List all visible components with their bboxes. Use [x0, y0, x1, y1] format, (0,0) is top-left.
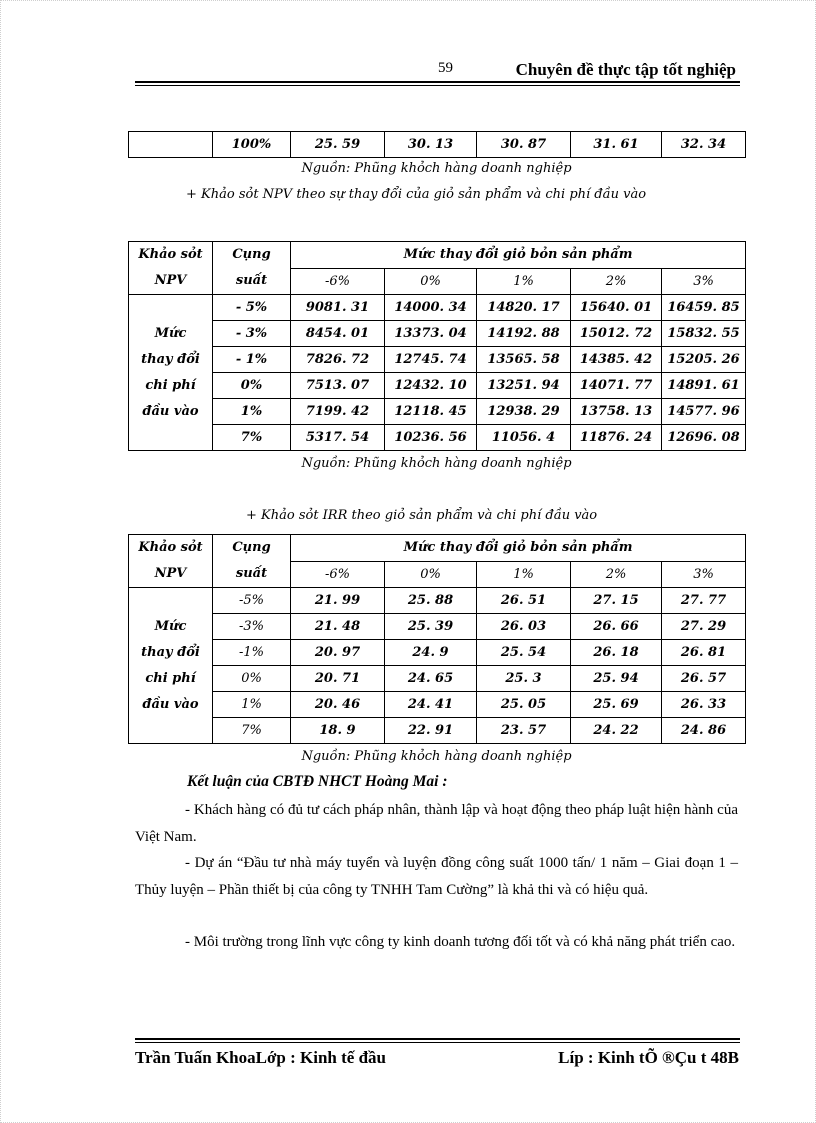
page-header [135, 54, 740, 84]
table-cell: 100% [213, 132, 291, 158]
row-label: -3% [213, 614, 291, 640]
table-cell: 25. 94 [571, 666, 662, 692]
table-cell: 8454. 01 [291, 321, 385, 347]
footer-rule [135, 1038, 740, 1040]
table-cell: 26. 51 [477, 588, 571, 614]
table-cell: 26. 66 [571, 614, 662, 640]
row-label: - 5% [213, 295, 291, 321]
row-group-line: thay đổi [141, 644, 200, 660]
capacity-line: suất [235, 273, 268, 288]
table-cell: 26. 81 [662, 640, 746, 666]
table-row [129, 295, 746, 321]
row-group-line: đầu vào [142, 403, 199, 419]
footer-rule-thin [135, 1042, 740, 1043]
table-cell: 14820. 17 [477, 295, 571, 321]
table-cell: 14071. 77 [571, 373, 662, 399]
row-group-header [129, 588, 213, 744]
column-header: 1% [477, 268, 571, 295]
table-cell: 26. 18 [571, 640, 662, 666]
header-title: Chuyên đề thực tập tốt nghiệp [515, 60, 736, 79]
table-cell: 14000. 34 [385, 295, 477, 321]
row-label: 1% [213, 399, 291, 425]
column-header: -6% [291, 268, 385, 295]
table-cell: 12432. 10 [385, 373, 477, 399]
table-row [129, 321, 746, 347]
table-cell: 25. 54 [477, 640, 571, 666]
table-cell: 24. 22 [571, 718, 662, 744]
table-cell: 9081. 31 [291, 295, 385, 321]
table-row [129, 373, 746, 399]
table-cell: 16459. 85 [662, 295, 746, 321]
conclusion-paragraph: - Khách hàng có đủ tư cách pháp nhân, thành lập và hoạt động theo pháp luật hiện hành của Việt Nam. [135, 802, 738, 845]
table-cell: 14577. 96 [662, 399, 746, 425]
table-source: Nguồn: Phũng khỏch hàng doanh nghiệp [301, 161, 572, 176]
table-cell: 7826. 72 [291, 347, 385, 373]
row-label: 7% [213, 425, 291, 451]
column-header: 0% [385, 268, 477, 295]
table-cell: 25. 39 [385, 614, 477, 640]
row-group-header [129, 295, 213, 451]
table-cell: 32. 34 [662, 132, 746, 158]
table-cell: 14385. 42 [571, 347, 662, 373]
footer-author: Trần Tuấn KhoaLớp : Kinh tế đầu [135, 1048, 386, 1067]
table-cell: 13758. 13 [571, 399, 662, 425]
group-header: Mức thay đổi giỏ bỏn sản phẩm [291, 242, 746, 269]
table-cell: 26. 03 [477, 614, 571, 640]
table-cell: 26. 57 [662, 666, 746, 692]
table-cell: 20. 46 [291, 692, 385, 718]
table-row [129, 692, 746, 718]
row-label: 0% [213, 666, 291, 692]
row-label: -1% [213, 640, 291, 666]
table-cell: 24. 65 [385, 666, 477, 692]
column-header: 3% [662, 268, 746, 295]
npv-caption: + Khảo sỏt NPV theo sự thay đổi của giỏ sản phẩm và chi phí đầu vào [186, 187, 647, 202]
table-cell: 24. 41 [385, 692, 477, 718]
corner-line: Khảo sỏt [138, 540, 203, 555]
capacity-line: Cụng [232, 247, 271, 262]
table-source: Nguồn: Phũng khỏch hàng doanh nghiệp [301, 456, 572, 471]
header-rule [135, 81, 740, 83]
table-row [129, 399, 746, 425]
row-group-line: Mức [154, 618, 187, 634]
column-header: 0% [385, 561, 477, 588]
corner-line: NPV [154, 273, 187, 288]
table-cell: 14891. 61 [662, 373, 746, 399]
table-cell: 12938. 29 [477, 399, 571, 425]
table-cell: 27. 15 [571, 588, 662, 614]
table-cell [129, 132, 213, 158]
group-header: Mức thay đổi giỏ bỏn sản phẩm [291, 535, 746, 562]
column-header: 2% [571, 561, 662, 588]
table-cell: 25. 05 [477, 692, 571, 718]
table-cell: 27. 29 [662, 614, 746, 640]
table-cell: 13251. 94 [477, 373, 571, 399]
table-cell: 15012. 72 [571, 321, 662, 347]
capacity-header [213, 535, 291, 588]
row-label: 7% [213, 718, 291, 744]
irr-table [128, 534, 746, 744]
row-label: -5% [213, 588, 291, 614]
table-cell: 21. 48 [291, 614, 385, 640]
table-row [129, 132, 746, 158]
continued-table [128, 131, 746, 158]
table-source: Nguồn: Phũng khỏch hàng doanh nghiệp [301, 749, 572, 764]
corner-line: NPV [154, 566, 187, 581]
table-row [129, 614, 746, 640]
table-cell: 13373. 04 [385, 321, 477, 347]
capacity-line: suất [235, 566, 268, 581]
row-label: - 1% [213, 347, 291, 373]
row-group-line: thay đổi [141, 351, 200, 367]
table-row [129, 718, 746, 744]
table-cell: 15205. 26 [662, 347, 746, 373]
footer-class: Líp : Kinh tÕ ®Çu t 48B [558, 1048, 739, 1067]
table-row [129, 666, 746, 692]
table-cell: 26. 33 [662, 692, 746, 718]
npv-table [128, 241, 746, 451]
header-rule-thin [135, 85, 740, 86]
column-header: 2% [571, 268, 662, 295]
table-cell: 31. 61 [571, 132, 662, 158]
row-group-line: đầu vào [142, 696, 199, 712]
row-group-line: Mức [154, 325, 187, 341]
irr-caption: + Khảo sỏt IRR theo giỏ sản phẩm và chi phí đầu vào [246, 508, 598, 523]
corner-header [129, 535, 213, 588]
table-header-row [129, 535, 746, 562]
table-cell: 24. 9 [385, 640, 477, 666]
row-group-line: chi phí [145, 377, 196, 393]
table-row [129, 425, 746, 451]
table-cell: 15640. 01 [571, 295, 662, 321]
table-cell: 21. 99 [291, 588, 385, 614]
table-cell: 14192. 88 [477, 321, 571, 347]
corner-line: Khảo sỏt [138, 247, 203, 262]
capacity-header [213, 242, 291, 295]
column-header: -6% [291, 561, 385, 588]
table-row [129, 347, 746, 373]
table-cell: 12118. 45 [385, 399, 477, 425]
conclusion-title: Kết luận của CBTĐ NHCT Hoàng Mai : [187, 773, 448, 790]
table-cell: 15832. 55 [662, 321, 746, 347]
table-cell: 27. 77 [662, 588, 746, 614]
table-cell: 30. 87 [477, 132, 571, 158]
capacity-line: Cụng [232, 540, 271, 555]
table-cell: 30. 13 [385, 132, 477, 158]
table-cell: 12745. 74 [385, 347, 477, 373]
table-row [129, 588, 746, 614]
corner-header [129, 242, 213, 295]
table-cell: 20. 71 [291, 666, 385, 692]
table-cell: 20. 97 [291, 640, 385, 666]
table-cell: 5317. 54 [291, 425, 385, 451]
row-group-line: chi phí [145, 670, 196, 686]
table-cell: 13565. 58 [477, 347, 571, 373]
table-cell: 11876. 24 [571, 425, 662, 451]
table-cell: 25. 69 [571, 692, 662, 718]
row-label: 0% [213, 373, 291, 399]
table-cell: 7513. 07 [291, 373, 385, 399]
table-cell: 22. 91 [385, 718, 477, 744]
table-cell: 11056. 4 [477, 425, 571, 451]
column-header: 3% [662, 561, 746, 588]
row-label: 1% [213, 692, 291, 718]
table-cell: 7199. 42 [291, 399, 385, 425]
table-cell: 10236. 56 [385, 425, 477, 451]
conclusion-paragraph: - Môi trường trong lĩnh vực công ty kinh doanh tương đối tốt và có khả năng phát triển cao. [185, 934, 736, 950]
column-header: 1% [477, 561, 571, 588]
table-cell: 25. 59 [291, 132, 385, 158]
conclusion-paragraph: - Dự án “Đầu tư nhà máy tuyển và luyện đồng công suất 1000 tấn/ 1 năm – Giai đoạn 1 – Thủy luyện – Phần thiết bị của công ty TNHH Tam Cường” là khả thi và có hiệu quả. [135, 855, 738, 898]
table-cell: 25. 3 [477, 666, 571, 692]
row-label: - 3% [213, 321, 291, 347]
table-cell: 12696. 08 [662, 425, 746, 451]
page-number: 59 [438, 60, 453, 76]
table-cell: 18. 9 [291, 718, 385, 744]
table-cell: 23. 57 [477, 718, 571, 744]
table-row [129, 640, 746, 666]
table-header-row [129, 242, 746, 269]
table-cell: 24. 86 [662, 718, 746, 744]
table-cell: 25. 88 [385, 588, 477, 614]
